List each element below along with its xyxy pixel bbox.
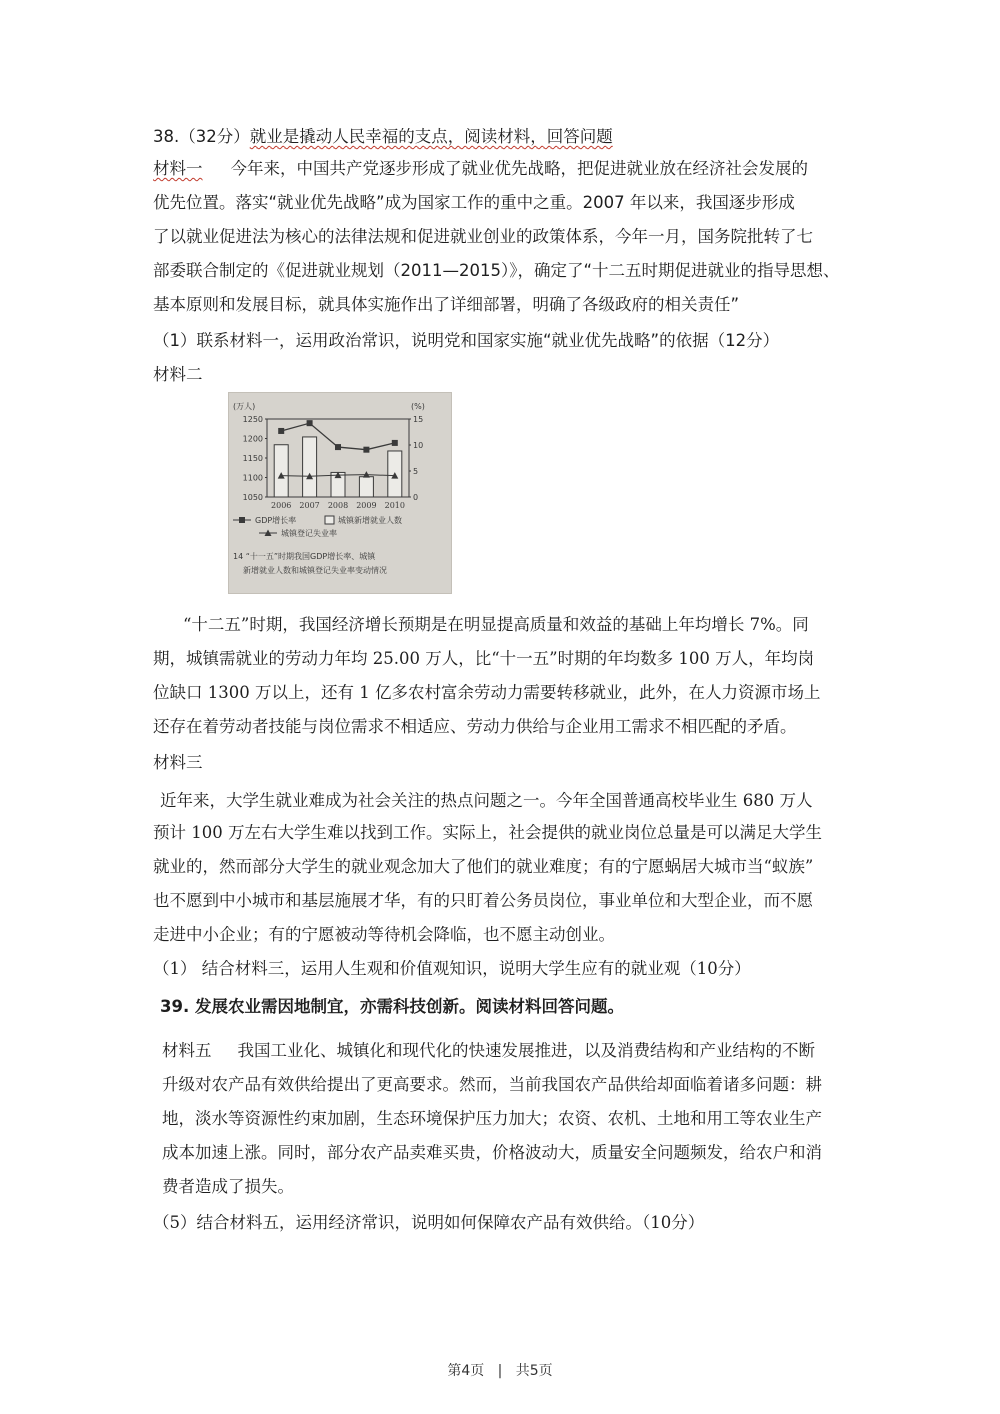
material-1-label: 材料一 [153, 159, 203, 178]
bar-employment [359, 477, 373, 497]
question-38-2: （1） 结合材料三，运用人生观和价值观知识，说明大学生应有的就业观（10分） [153, 959, 751, 978]
y-left-tick-label: 1250 [242, 415, 263, 424]
material-3-line-5: 走进中小企业；有的宁愿被动等待机会降临，也不愿主动创业。 [153, 925, 615, 944]
question-38-1: （1）联系材料一，运用政治常识，说明党和国家实施“就业优先战略”的依据（12分） [153, 331, 780, 350]
y-right-tick-label: 10 [413, 441, 424, 450]
material-1-line-5: 基本原则和发展目标，就具体实施作出了详细部署，明确了各级政府的相关责任” [153, 295, 740, 314]
x-tick-label: 2006 [271, 501, 292, 510]
q38-title [153, 126, 613, 148]
material-1-line-3: 了以就业促进法为核心的法律法规和促进就业创业的政策体系，今年一月，国务院批转了七 [153, 227, 813, 246]
y-left-unit: (万人) [233, 402, 256, 411]
page-number: 第4页 [447, 1363, 485, 1379]
page-total: 共5页 [515, 1363, 553, 1379]
material-3-line-4: 也不愿到中小城市和基层施展才华，有的只盯着公务员岗位，事业单位和大型企业，而不愿 [153, 891, 813, 910]
y-right-unit: (%) [411, 402, 425, 411]
chart-figure [228, 392, 452, 594]
y-left-tick-label: 1150 [242, 454, 263, 463]
material-3-line-1: 近年来，大学生就业难成为社会关注的热点问题之一。今年全国普通高校毕业生 680 万人 [160, 791, 813, 810]
bar-employment [303, 437, 317, 497]
q38-heading: 就业是撬动人民幸福的支点，阅读材料，回答问题 [249, 127, 613, 146]
q39-title: 39. 发展农业需因地制宜，亦需科技创新。阅读材料回答问题。 [160, 997, 624, 1016]
material-3-line-3: 就业的，然而部分大学生的就业观念加大了他们的就业难度；有的宁愿蜗居大城市当“蚁族” [153, 857, 814, 876]
legend-gdp-label: GDP增长率 [255, 516, 297, 525]
y-right-tick-label: 0 [413, 493, 419, 502]
material-1-line-2: 优先位置。落实“就业优先战略”成为国家工作的重中之重。2007 年以来，我国逐步形成 [153, 193, 795, 212]
y-left-tick-label: 1200 [242, 434, 263, 444]
material-5-line-2: 升级对农产品有效供给提出了更高要求。然而，当前我国农产品供给却面临着诸多问题：耕 [162, 1075, 822, 1094]
x-tick-label: 2010 [384, 501, 405, 510]
material-2-line-3: 位缺口 1300 万以上，还有 1 亿多农村富余劳动力需要转移就业，此外，在人力资源市场上 [153, 683, 821, 702]
point-gdp-growth [307, 420, 313, 426]
q38-number: 38.（32分） [153, 127, 250, 146]
bar-employment [274, 445, 288, 497]
x-tick-label: 2007 [299, 501, 320, 510]
material-3-line-2: 预计 100 万左右大学生难以找到工作。实际上，社会提供的就业岗位总量是可以满足大学生 [153, 823, 822, 842]
material-2-line-1: “十二五”时期，我国经济增长预期是在明显提高质量和效益的基础上年均增长 7%。同 [183, 615, 809, 634]
material-5-line-5: 费者造成了损失。 [162, 1177, 294, 1196]
y-right-tick-label: 5 [413, 467, 419, 476]
chart-caption-line-2: 新增就业人数和城镇登记失业率变动情况 [243, 566, 387, 575]
chart-caption-line-1: 14 “十一五”时期我国GDP增长率、城镇 [233, 552, 376, 561]
point-gdp-growth [392, 440, 398, 446]
point-gdp-growth [278, 428, 284, 434]
footer-separator: | [497, 1363, 503, 1379]
material-5-label: 材料五 [162, 1041, 212, 1060]
x-tick-label: 2009 [356, 501, 377, 510]
material-1-line-4: 部委联合制定的《促进就业规划（2011—2015）》，确定了“十二五时期促进就业的指导思想、 [153, 261, 840, 280]
question-39-5: （5）结合材料五，运用经济常识，说明如何保障农产品有效供给。（10分） [153, 1213, 705, 1232]
y-right-tick-label: 15 [413, 415, 424, 424]
chart-svg [229, 393, 451, 593]
material-5-line-1: 材料五 我国工业化、城镇化和现代化的快速发展推进，以及消费结构和产业结构的不断 [162, 1041, 815, 1060]
legend-employment-label: 城镇新增就业人数 [338, 516, 402, 525]
material-1-line-1: 材料一 今年来，中国共产党逐步形成了就业优先战略，把促进就业放在经济社会发展的 [153, 159, 808, 178]
material-2-label: 材料二 [153, 365, 203, 384]
legend-unemployment-label: 城镇登记失业率 [281, 529, 337, 538]
legend-employment-marker [325, 516, 334, 524]
material-3-label: 材料三 [153, 753, 203, 772]
point-gdp-growth [335, 444, 341, 450]
material-5-line-4: 成本加速上涨。同时，部分农产品卖难买贵，价格波动大，质量安全问题频发，给农户和消 [162, 1143, 822, 1162]
page-footer [0, 1360, 1000, 1380]
y-left-tick-label: 1050 [242, 493, 263, 502]
material-5-line-3: 地，淡水等资源性约束加剧，生态环境保护压力加大；农资、农机、土地和用工等农业生产 [162, 1109, 822, 1128]
material-2-line-2: 期，城镇需就业的劳动力年均 25.00 万人，比“十一五”时期的年均数多 100 万人，年均岗 [153, 649, 815, 668]
y-left-tick-label: 1100 [242, 473, 263, 483]
x-tick-label: 2008 [327, 501, 349, 510]
material-2-line-4: 还存在着劳动者技能与岗位需求不相适应、劳动力供给与企业用工需求不相匹配的矛盾。 [153, 717, 797, 736]
point-gdp-growth [363, 447, 369, 453]
